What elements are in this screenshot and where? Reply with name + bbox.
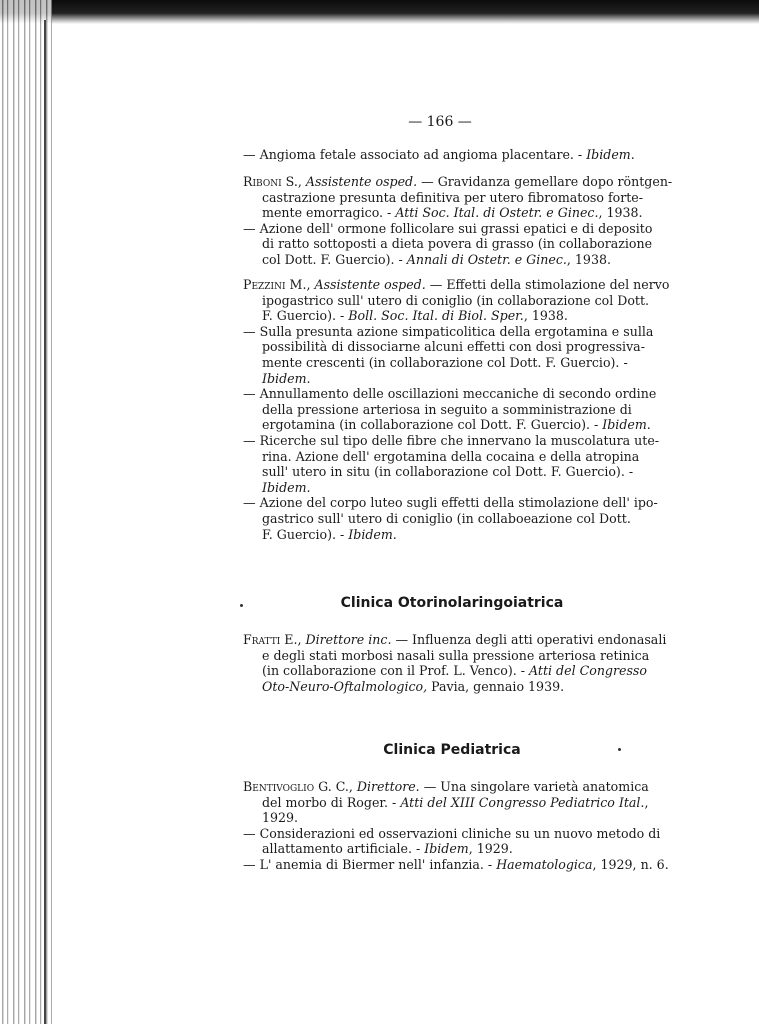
journal-ref: Ibidem.	[348, 526, 397, 542]
entry-text: allattamento artificiale. -	[262, 841, 425, 857]
entry-text: mente emorragico. -	[262, 205, 396, 221]
entry-text: castrazione presunta definitiva per utero fibromatoso forte-	[262, 189, 643, 205]
entry-text: ergotamina (in collaborazione col Dott. F. Guercio). -	[262, 417, 603, 433]
author-initial: M.,	[285, 277, 315, 292]
author-role: Assistente osped.	[305, 174, 418, 189]
journal-ref: Ibidem	[424, 841, 469, 857]
journal-ref: Ibidem.	[262, 479, 311, 495]
entry-text: Pavia, gennaio 1939.	[427, 678, 565, 694]
entry-text: — L' anemia di Biermer nell' infanzia. -	[243, 856, 497, 872]
ink-speck	[618, 748, 621, 751]
author-entry-riboni	[243, 174, 672, 268]
entry-text: di ratto sottoposti a dieta povera di grasso (in collaborazione	[262, 236, 653, 252]
entry-angioma	[243, 147, 635, 163]
entry-year: , 1929, n. 6.	[592, 856, 669, 872]
entry-text: rina. Azione dell' ergotamina della cocaina e della atropina	[262, 448, 640, 464]
entry-text: della pressione arteriosa in seguito a somministrazione di	[262, 401, 632, 417]
journal-ref: Oto-Neuro-Oftalmologico,	[262, 678, 428, 694]
section-heading-pediatrica: Clinica Pediatrica	[383, 742, 521, 758]
author-initial: S.,	[281, 174, 306, 189]
entry-text: F. Guercio). -	[262, 526, 349, 542]
entry-text: — Gravidanza gemellare dopo röntgen-	[417, 174, 673, 189]
ink-speck	[240, 604, 243, 607]
entry-text: — Azione del corpo luteo sugli effetti della stimolazione dell' ipo-	[243, 495, 658, 511]
entry-year: 1929.	[262, 810, 299, 826]
entry-text: col Dott. F. Guercio). -	[262, 251, 407, 267]
entry-text: — Azione dell' ormone follicolare sui grassi epatici e di deposito	[243, 220, 653, 236]
entry-text: ,	[644, 794, 649, 810]
entry-text: — Sulla presunta azione simpaticolitica della ergotamina e sulla	[243, 323, 654, 339]
author-name: Bentivoglio	[243, 779, 315, 794]
section-heading-otorino: Clinica Otorinolaringoiatrica	[340, 595, 564, 611]
entry-year: , 1938.	[566, 251, 611, 267]
author-entry-bentivoglio	[243, 779, 669, 873]
author-role: Assistente osped.	[314, 277, 426, 292]
journal-ref: Boll. Soc. Ital. di Biol. Sper.	[348, 308, 524, 324]
journal-ref: Ibidem.	[586, 147, 635, 162]
author-role: Direttore.	[356, 779, 420, 794]
journal-ref: Ibidem.	[602, 417, 651, 433]
entry-text: — Angioma fetale associato ad angioma placentare. -	[243, 147, 587, 162]
entry-text: — Influenza degli atti operativi endonasali	[391, 632, 667, 647]
entry-text: gastrico sull' utero di coniglio (in collaboeazione col Dott.	[262, 510, 631, 526]
author-initial: E.,	[280, 632, 306, 647]
journal-ref: Atti del XIII Congresso Pediatrico Ital.	[400, 794, 645, 810]
page-number: — 166 —	[408, 114, 472, 130]
author-name: Pezzini	[243, 277, 286, 292]
entry-text: — Ricerche sul tipo delle fibre che innervano la muscolatura ute-	[243, 432, 660, 448]
entry-text: — Effetti della stimolazione del nervo	[425, 277, 670, 292]
author-entry-pezzini	[243, 277, 669, 542]
entry-text: — Annullamento delle oscillazioni meccaniche di secondo ordine	[243, 386, 657, 402]
entry-text: e degli stati morbosi nasali sulla pressione arteriosa retinica	[262, 647, 650, 663]
entry-text: — Una singolare varietà anatomica	[419, 779, 649, 794]
author-name: Riboni	[243, 174, 282, 189]
journal-ref: Atti del Congresso	[529, 663, 647, 679]
author-name: Fratti	[243, 632, 281, 647]
author-role: Direttore inc.	[305, 632, 392, 647]
entry-year: , 1929.	[468, 841, 513, 857]
entry-text: (in collaborazione con il Prof. L. Venco). -	[262, 663, 530, 679]
entry-text: mente crescenti (in collaborazione col Dott. F. Guercio). -	[262, 354, 628, 370]
author-initial: G. C.,	[314, 779, 357, 794]
entry-text: del morbo di Roger. -	[262, 794, 401, 810]
entry-text: F. Guercio). -	[262, 308, 349, 324]
journal-ref: Annali di Ostetr. e Ginec.	[406, 251, 567, 267]
author-entry-fratti	[243, 632, 666, 694]
entry-year: , 1938.	[598, 205, 643, 221]
entry-text: ipogastrico sull' utero di coniglio (in collaborazione col Dott.	[262, 292, 650, 308]
journal-ref: Ibidem.	[262, 370, 311, 386]
journal-ref: Atti Soc. Ital. di Ostetr. e Ginec.	[395, 205, 599, 221]
entry-text: sull' utero in situ (in collaborazione col Dott. F. Guercio). -	[262, 464, 634, 480]
journal-ref: Haematologica	[496, 856, 593, 872]
entry-text: possibilità di dissociarne alcuni effetti con dosi progressiva-	[262, 339, 645, 355]
entry-year: , 1938.	[523, 308, 568, 324]
entry-text: — Considerazioni ed osservazioni cliniche su un nuovo metodo di	[243, 825, 661, 841]
